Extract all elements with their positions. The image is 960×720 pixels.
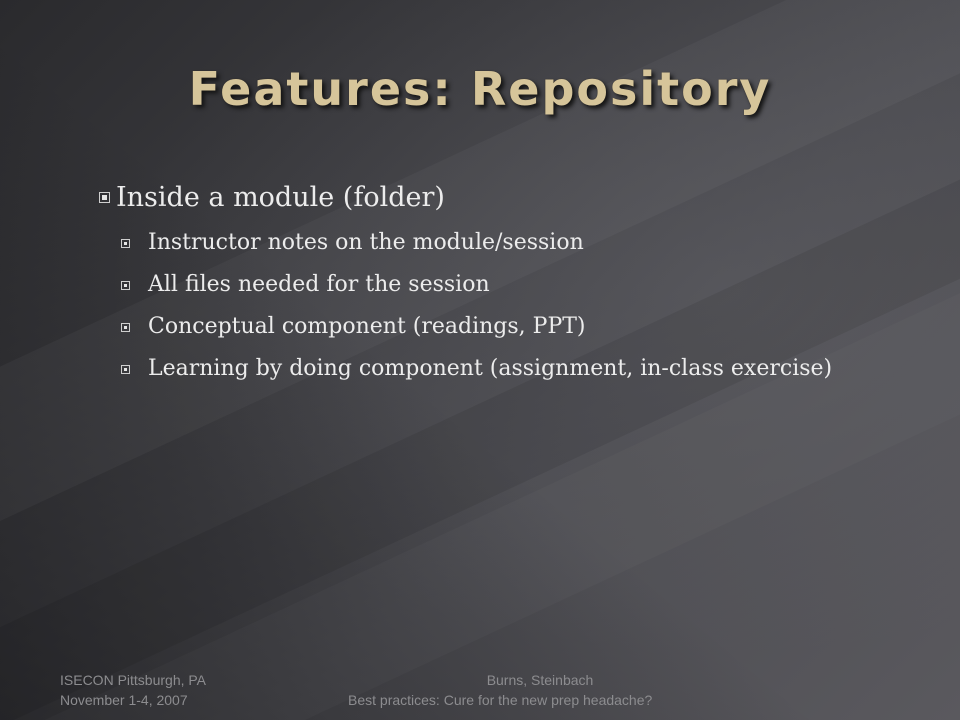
bullet-item-level1 [108, 178, 888, 218]
footer-subtitle: Best practices: Cure for the new prep headache? [348, 692, 653, 708]
slide-title: Features: Repository [188, 62, 772, 116]
footer-date: November 1-4, 2007 [60, 692, 188, 708]
bullet-text: Instructor notes on the module/session [148, 230, 584, 255]
square-bullet-icon [99, 192, 110, 203]
bullet-text: Conceptual component (readings, PPT) [148, 314, 586, 339]
square-bullet-icon [121, 323, 130, 332]
footer-presentation [320, 670, 720, 710]
footer-location: ISECON Pittsburgh, PA [60, 672, 207, 688]
bullet-text: Inside a module (folder) [116, 182, 445, 213]
footer-conference [60, 670, 206, 710]
square-bullet-icon [121, 239, 130, 248]
bullet-list [108, 178, 888, 396]
bullet-item-level2 [108, 312, 888, 342]
bullet-item-level2 [108, 354, 888, 384]
square-bullet-icon [121, 281, 130, 290]
bullet-item-level2 [108, 228, 888, 258]
bullet-text: Learning by doing component (assignment, in-class exercise) [148, 356, 833, 381]
bullet-text: All files needed for the session [148, 272, 490, 297]
square-bullet-icon [121, 365, 130, 374]
footer-authors: Burns, Steinbach [486, 672, 594, 688]
bullet-item-level2 [108, 270, 888, 300]
